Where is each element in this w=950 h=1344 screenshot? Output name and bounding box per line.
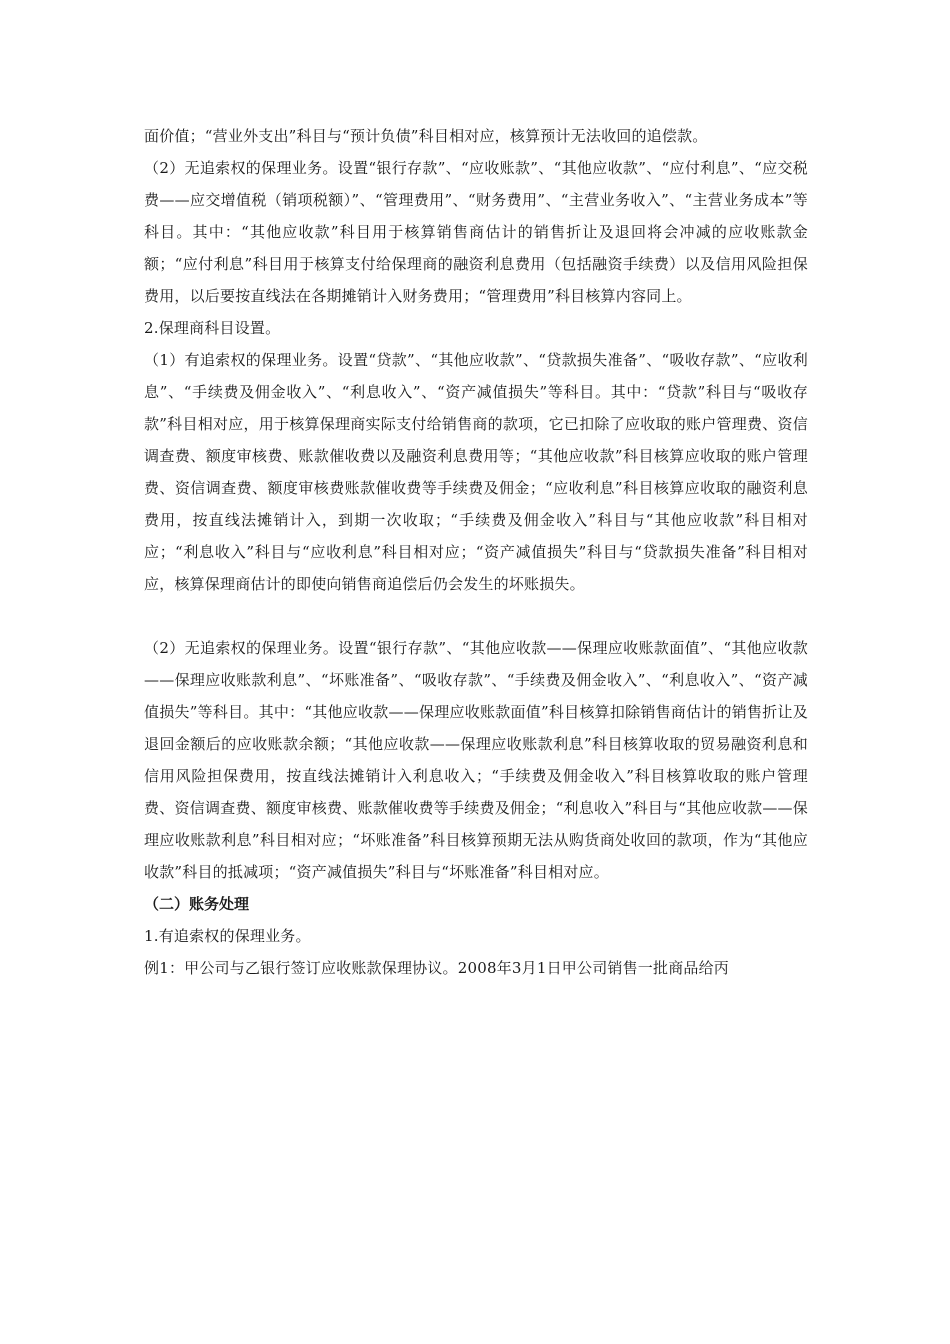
paragraph-continuation: 面价值；“营业外支出”科目与“预计负债”科目相对应，核算预计无法收回的追偿款。 (144, 127, 708, 145)
paragraph-factor-nonrecourse: （2）无追索权的保理业务。设置“银行存款”、“其他应收款——保理应收账款面值”、“其他应收款——保理应收账款利息”、“坏账准备”、“吸收存款”、“手续费及佣金收入”、“利息收入”、“资产减值损失”等科目。其中：“其他应收款——保理应收账款面值”科目核算扣除销售商估计的销售折让及退回金额后的应收账款余额；“其他应收款——保理应收账款利息”科目核算收取的贸易融资利息和信用风险担保费用，按直线法摊销计入利息收入；“手续费及佣金收入”科目核算收取的账户管理费、资信调查费、额度审核费、账款催收费等手续费及佣金；“利息收入”科目与“其他应收款——保理应收账款利息”科目相对应；“坏账准备”科目核算预期无法从购货商处收回的款项，作为“其他应收款”科目的抵减项；“资产减值损失”科目与“坏账准备”科目相对应。 (144, 639, 808, 881)
paragraph-factor-accounts-title: 2.保理商科目设置。 (144, 319, 281, 337)
document-page (144, 120, 808, 984)
blank-line (144, 600, 808, 632)
paragraph-factor-recourse: （1）有追索权的保理业务。设置“贷款”、“其他应收款”、“贷款损失准备”、“吸收存款”、“应收利息”、“手续费及佣金收入”、“利息收入”、“资产减值损失”等科目。其中：“贷款”科目与“吸收存款”科目相对应，用于核算保理商实际支付给销售商的款项，它已扣除了应收取的账户管理费、资信调查费、额度审核费、账款催收费以及融资利息费用等；“其他应收款”科目核算应收取的账户管理费、资信调查费、额度审核费账款催收费等手续费及佣金；“应收利息”科目核算应收取的融资利息费用，按直线法摊销计入，到期一次收取；“手续费及佣金收入”科目与“其他应收款”科目相对应；“利息收入”科目与“应收利息”科目相对应；“资产减值损失”科目与“贷款损失准备”科目相对应，核算保理商估计的即使向销售商追偿后仍会发生的坏账损失。 (144, 351, 808, 593)
paragraph-recourse-title: 1.有追索权的保理业务。 (144, 927, 311, 945)
paragraph-seller-nonrecourse: （2）无追索权的保理业务。设置“银行存款”、“应收账款”、“其他应收款”、“应付利息”、“应交税费——应交增值税（销项税额）”、“管理费用”、“财务费用”、“主营业务收入”、“主营业务成本”等科目。其中：“其他应收款”科目用于核算销售商估计的销售折让及退回将会冲减的应收账款金额；“应付利息”科目用于核算支付给保理商的融资利息费用（包括融资手续费）以及信用风险担保费用，以后要按直线法在各期摊销计入财务费用；“管理费用”科目核算内容同上。 (144, 159, 808, 305)
paragraph-example-1: 例1：甲公司与乙银行签订应收账款保理协议。2008年3月1日甲公司销售一批商品给丙 (144, 959, 730, 977)
section-heading-accounting: （二）账务处理 (144, 895, 250, 913)
